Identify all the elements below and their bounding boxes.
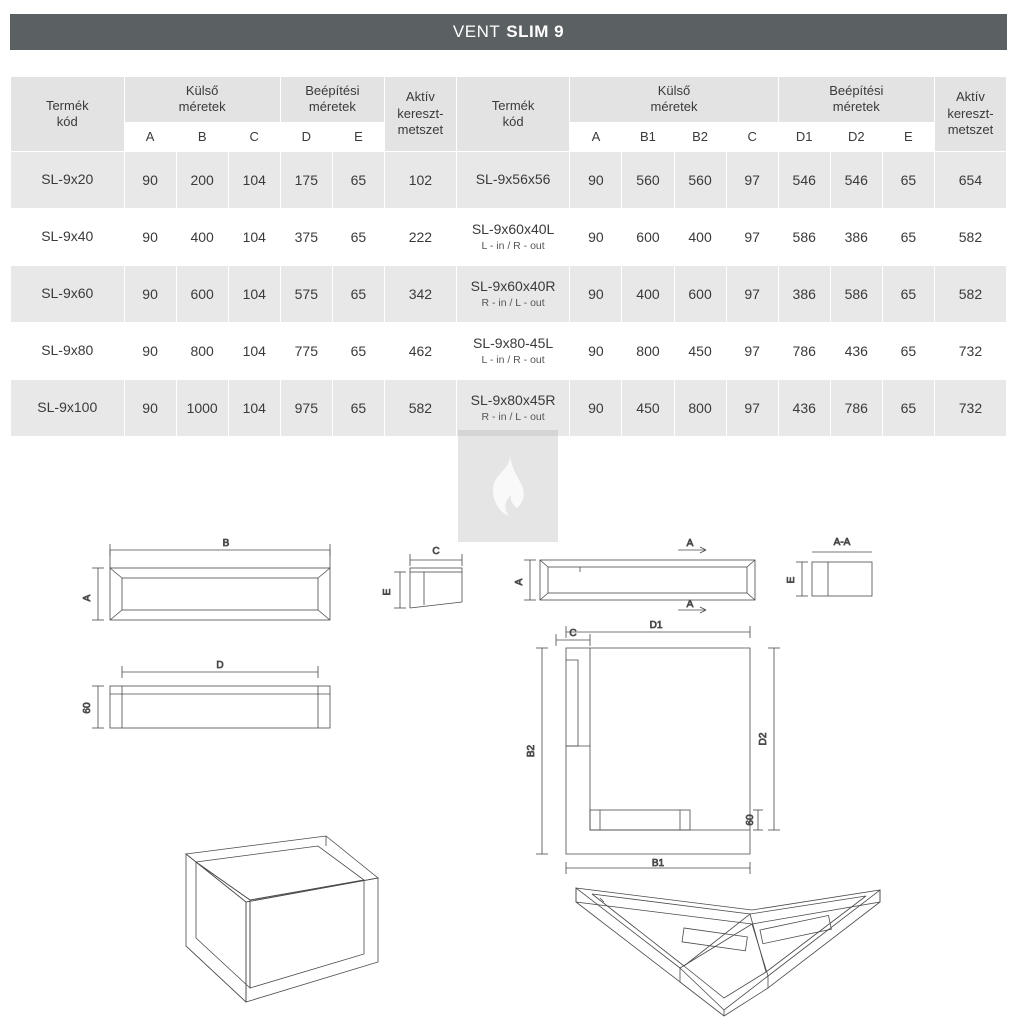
table-row [11, 322, 1007, 379]
cell-left-B: 1000 [176, 379, 228, 436]
cell-left-C: 104 [228, 265, 280, 322]
subheader-left-A: A [124, 122, 176, 151]
label-A-plan: A [514, 578, 525, 586]
label-D1: D1 [649, 620, 663, 631]
cell-right-D2: 586 [830, 265, 882, 322]
cell-right-D2: 436 [830, 322, 882, 379]
cell-code-right [456, 265, 570, 322]
subheader-right-D2: D2 [830, 122, 882, 151]
subheader-right-E: E [882, 122, 934, 151]
cell-left-E: 65 [332, 151, 384, 208]
flame-icon [485, 454, 531, 518]
table-row [11, 265, 1007, 322]
subheader-right-D1: D1 [778, 122, 830, 151]
cell-code-right [456, 322, 570, 379]
cell-right-B1: 560 [622, 151, 674, 208]
cell-right-C: 97 [726, 208, 778, 265]
cell-right-B1: 600 [622, 208, 674, 265]
subheader-left-D: D [280, 122, 332, 151]
cell-left-E: 65 [332, 208, 384, 265]
cell-code-left: SL-9x60 [11, 265, 125, 322]
title-model: SLIM 9 [506, 22, 565, 41]
cell-right-B1: 800 [622, 322, 674, 379]
cell-right-B1: 450 [622, 379, 674, 436]
cell-left-C: 104 [228, 151, 280, 208]
cell-left-A: 90 [124, 322, 176, 379]
cell-left-D: 175 [280, 151, 332, 208]
cell-right-C: 97 [726, 265, 778, 322]
cell-code-right [456, 379, 570, 436]
cell-right-D2: 786 [830, 379, 882, 436]
label-B1: B1 [651, 858, 665, 869]
label-C-section: C [432, 546, 440, 557]
cell-right-active: 654 [934, 151, 1006, 208]
cell-right-E: 65 [882, 151, 934, 208]
cell-right-B2: 560 [674, 151, 726, 208]
cell-right-E: 65 [882, 379, 934, 436]
label-D2: D2 [758, 732, 769, 746]
cell-left-active: 462 [384, 322, 456, 379]
cell-code-left: SL-9x40 [11, 208, 125, 265]
cell-right-E: 65 [882, 265, 934, 322]
page-title [10, 14, 1007, 50]
cell-left-active: 222 [384, 208, 456, 265]
cell-right-A: 90 [570, 379, 622, 436]
label-C-corner: C [569, 628, 577, 639]
cell-left-B: 200 [176, 151, 228, 208]
cell-right-A: 90 [570, 322, 622, 379]
cell-left-C: 104 [228, 322, 280, 379]
cell-right-D2: 386 [830, 208, 882, 265]
header-product-code-right: Termék kód [456, 77, 570, 152]
cell-code-right-text: SL-9x60x40R [470, 277, 556, 294]
cell-code-right-text: SL-9x56x56 [475, 171, 551, 188]
cell-right-B2: 600 [674, 265, 726, 322]
cell-left-D: 975 [280, 379, 332, 436]
cell-right-B2: 450 [674, 322, 726, 379]
label-60-corner: 60 [745, 814, 756, 826]
cell-left-active: 342 [384, 265, 456, 322]
cell-right-D1: 786 [778, 322, 830, 379]
cell-code-left: SL-9x20 [11, 151, 125, 208]
cell-left-B: 400 [176, 208, 228, 265]
cell-left-A: 90 [124, 151, 176, 208]
subheader-left-B: B [176, 122, 228, 151]
label-E-AA: E [786, 576, 797, 584]
cell-code-right-note: L - in / R - out [481, 353, 545, 366]
header-product-code-left: Termék kód [11, 77, 125, 152]
cell-right-A: 90 [570, 151, 622, 208]
cell-code-right [456, 208, 570, 265]
header-install-dims-left: Beépítési méretek [280, 77, 384, 123]
label-A-arrow-top: A [686, 538, 694, 549]
cell-right-active: 582 [934, 265, 1006, 322]
cell-left-A: 90 [124, 265, 176, 322]
cell-right-B2: 400 [674, 208, 726, 265]
cell-right-C: 97 [726, 322, 778, 379]
cell-left-C: 104 [228, 208, 280, 265]
cell-right-E: 65 [882, 208, 934, 265]
cell-left-E: 65 [332, 322, 384, 379]
cell-left-C: 104 [228, 379, 280, 436]
cell-left-D: 775 [280, 322, 332, 379]
cell-left-B: 800 [176, 322, 228, 379]
cell-right-C: 97 [726, 151, 778, 208]
header-install-dims-right: Beépítési méretek [778, 77, 934, 123]
header-active-section-left: Aktív kereszt- metszet [384, 77, 456, 152]
header-active-section-right: Aktív kereszt- metszet [934, 77, 1006, 152]
title-brand: VENT [452, 22, 501, 41]
cell-code-right [456, 151, 570, 208]
cell-code-right-note: R - in / L - out [481, 410, 545, 423]
drawings-svg [0, 510, 1017, 1024]
cell-right-B1: 400 [622, 265, 674, 322]
label-A-arrow-bottom: A [686, 599, 694, 610]
label-A-front: A [82, 594, 93, 602]
cell-left-D: 575 [280, 265, 332, 322]
header-outer-dims-right: Külső méretek [570, 77, 778, 123]
table-row [11, 151, 1007, 208]
table-row [11, 379, 1007, 436]
label-B2: B2 [526, 744, 537, 758]
table-row [11, 208, 1007, 265]
cell-right-A: 90 [570, 265, 622, 322]
label-60-side: 60 [82, 702, 93, 714]
cell-left-active: 102 [384, 151, 456, 208]
label-D: D [216, 660, 224, 671]
cell-left-B: 600 [176, 265, 228, 322]
label-B: B [222, 538, 230, 549]
subheader-right-C: C [726, 122, 778, 151]
cell-right-D1: 586 [778, 208, 830, 265]
cell-left-D: 375 [280, 208, 332, 265]
cell-code-right-note: R - in / L - out [481, 296, 545, 309]
cell-right-B2: 800 [674, 379, 726, 436]
cell-left-active: 582 [384, 379, 456, 436]
cell-left-E: 65 [332, 379, 384, 436]
table-header-group-row [11, 77, 1007, 123]
subheader-right-A: A [570, 122, 622, 151]
cell-right-A: 90 [570, 208, 622, 265]
cell-code-right-note: L - in / R - out [481, 239, 545, 252]
cell-right-D1: 386 [778, 265, 830, 322]
cell-right-D1: 546 [778, 151, 830, 208]
cell-right-E: 65 [882, 322, 934, 379]
cell-left-A: 90 [124, 208, 176, 265]
cell-code-right-text: SL-9x80x45R [470, 391, 556, 408]
specification-table [10, 76, 1007, 437]
cell-left-E: 65 [332, 265, 384, 322]
cell-left-A: 90 [124, 379, 176, 436]
subheader-left-E: E [332, 122, 384, 151]
subheader-left-C: C [228, 122, 280, 151]
cell-right-C: 97 [726, 379, 778, 436]
cell-right-active: 582 [934, 208, 1006, 265]
subheader-right-B1: B1 [622, 122, 674, 151]
label-AA-section: A-A [833, 537, 851, 548]
subheader-right-B2: B2 [674, 122, 726, 151]
label-E-section: E [382, 588, 393, 596]
cell-code-right-text: SL-9x60x40L [471, 220, 555, 237]
cell-right-active: 732 [934, 322, 1006, 379]
cell-right-D2: 546 [830, 151, 882, 208]
cell-right-active: 732 [934, 379, 1006, 436]
cell-right-D1: 436 [778, 379, 830, 436]
technical-drawings [0, 510, 1017, 1024]
cell-code-left: SL-9x80 [11, 322, 125, 379]
header-outer-dims-left: Külső méretek [124, 77, 280, 123]
cell-code-right-text: SL-9x80-45L [473, 334, 554, 351]
cell-code-left: SL-9x100 [11, 379, 125, 436]
